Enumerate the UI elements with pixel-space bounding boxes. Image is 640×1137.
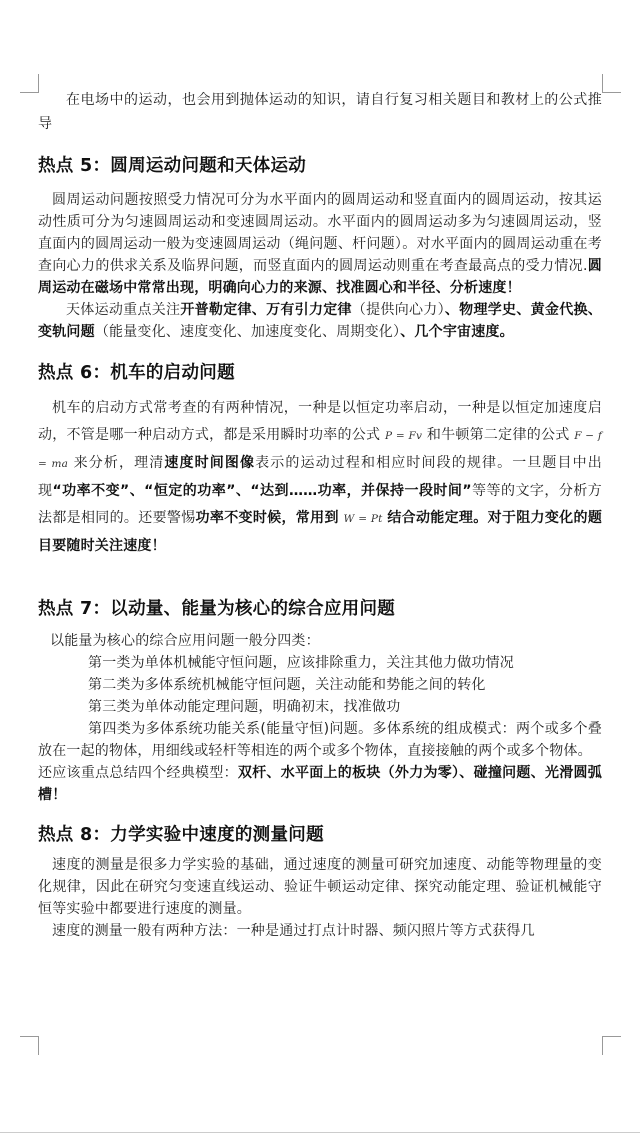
section-5-p2-bold-2: 、物理学史、黄金代换、变轨问题 [38, 302, 603, 340]
section-6-heading: 热点 6：机车的启动问题 [38, 363, 235, 383]
section-6-text-3: 来分析，理清 [73, 455, 165, 471]
section-7-heading: 热点 7：以动量、能量为核心的综合应用问题 [38, 599, 396, 619]
section-6-text-2: 和牛顿第二定律的公式 [426, 427, 570, 443]
formula-newton-second-law: F − f = ma [38, 430, 602, 470]
section-7-item-1: 第一类为单体机械能守恒问题，应该排除重力，关注其他力做功情况 [88, 655, 514, 671]
section-5-p1-text: 圆周运动问题按照受力情况可分为水平面内的圆周运动和竖直面内的圆周运动，按其运动性质可分为匀速圆周运动和变速圆周运动。水平面内的圆周运动多为匀速圆周运动，竖直面内的圆周运动一般为变速圆周运动（绳问题、杆问题）。对水平面内的圆周运动重在考查向心力的供求关系及临界问题，而竖直面内的圆周运动则重在考查最高点的受力情况. [38, 192, 602, 274]
intro-paragraph: 在电场中的运动，也会用到抛体运动的知识，请自行复习相关题目和教材上的公式推导 [38, 92, 602, 132]
section-5-p2-text-c: （提供向心力） [351, 302, 445, 318]
section-6-text-4: 表示的运动过程和相应时间段的规律。一旦题目中出现 [38, 455, 602, 499]
formula-power: P = Fv [385, 430, 423, 442]
section-7-item-4-text: 第四类为多体系统功能关系(能量守恒)问题。多体系统的组成模式：两个或多个叠放在一起的物体，用细线或轻杆等相连的两个或多个物体，直接接触的两个或多个物体。 [38, 721, 602, 759]
document-body [38, 88, 602, 942]
section-8-body [38, 854, 602, 942]
page-corner-mark-bottom-right [602, 1036, 621, 1055]
section-8-paragraph-2: 速度的测量一般有两种方法：一种是通过打点计时器、频闪照片等方式获得几 [52, 923, 535, 939]
section-5-paragraph-1 [38, 189, 602, 299]
section-7-item-3: 第三类为单体动能定理问题，明确初末，找准做功 [88, 699, 401, 715]
section-8-heading: 热点 8：力学实验中速度的测量问题 [38, 825, 324, 845]
section-6-bold-1: 速度时间图像 [164, 455, 256, 471]
section-5-p1-bold: 圆周运动在磁场中常常出现，明确向心力的来源、找准圆心和半径、分析速度！ [38, 258, 602, 296]
section-6-text-5: 等等的文字，分析方法都是相同的。还要警惕 [38, 483, 603, 526]
section-5-p2-bold-1: 开普勒定律、万有引力定律 [180, 302, 352, 318]
section-5-p2-bold-3: 、几个宇宙速度。 [400, 324, 514, 340]
section-8-paragraph-1: 速度的测量是很多力学实验的基础，通过速度的测量可研究加速度、动能等物理量的变化规律，因此在研究匀变速直线运动、验证牛顿运动定律、探究动能定理、验证机械能守恒等实验中都要进行速度的测量。 [38, 857, 602, 917]
section-6-body [38, 395, 602, 560]
section-7-item-2: 第二类为多体系统机械能守恒问题，关注动能和势能之间的转化 [88, 677, 486, 693]
section-7-lead: 以能量为核心的综合应用问题一般分四类： [50, 633, 320, 649]
section-6-paragraph [38, 395, 602, 560]
section-5-p2-text-a: 天体运动重点关注 [66, 302, 181, 318]
screen-bottom-divider [0, 1132, 640, 1133]
formula-work: W = Pt [343, 513, 383, 525]
section-7-tail [38, 762, 602, 806]
section-5-heading: 热点 5：圆周运动问题和天体运动 [38, 156, 307, 176]
section-7-item-4 [38, 718, 602, 762]
section-5-p2-text-d: （能量变化、速度变化、加速度变化、周期变化） [94, 324, 401, 340]
section-5-body [38, 189, 602, 343]
section-6-bold-2: “功率不变”、“恒定的功率”、“达到……功率，并保持一段时间” [52, 483, 472, 499]
section-7-tail-bold: 双杆、水平面上的板块（外力为零）、碰撞问题、光滑圆弧槽！ [38, 765, 602, 803]
page-corner-mark-bottom-left [20, 1036, 39, 1055]
page-corner-mark-top-left [20, 74, 39, 93]
section-6-bold-4: 结合动能定理。对于阻力变化的题目要随时关注速度！ [38, 510, 603, 554]
section-6-text-1: 机车的启动方式常考查的有两种情况，一种是以恒定功率启动，一种是以恒定加速度启动，不管是哪一种启动方式，都是采用瞬时功率的公式 [38, 400, 602, 443]
section-5-paragraph-2 [38, 299, 602, 343]
section-7-body [38, 630, 602, 806]
section-7-tail-text: 还应该重点总结四个经典模型： [38, 765, 238, 781]
page-corner-mark-top-right [602, 74, 621, 93]
section-6-bold-3: 功率不变时候，常用到 [195, 510, 339, 526]
